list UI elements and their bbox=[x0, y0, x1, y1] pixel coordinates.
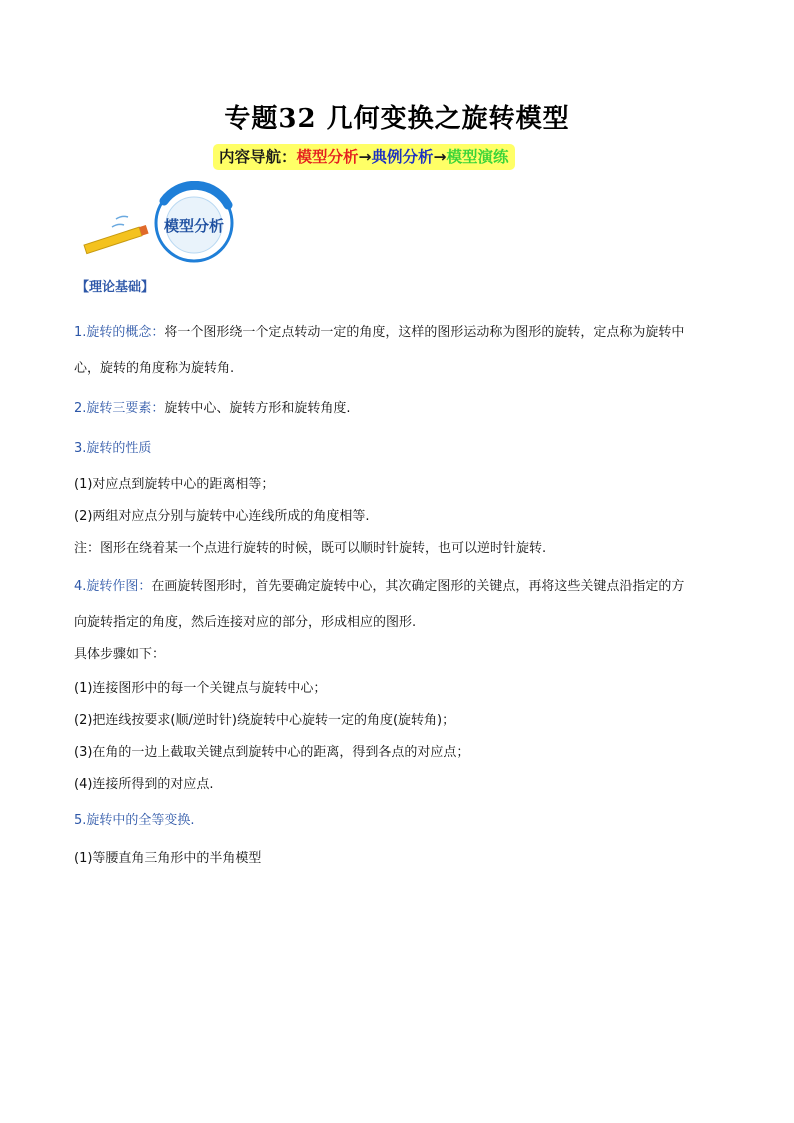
steps-title: 具体步骤如下： bbox=[74, 647, 166, 662]
model-item: (1)等腰直角三角形中的半角模型 bbox=[74, 851, 262, 866]
paragraph-key: 4.旋转作图： bbox=[74, 579, 152, 594]
paragraph-key: 2.旋转三要素： bbox=[74, 401, 165, 416]
paragraph-three-elements: 2.旋转三要素：旋转中心、旋转方形和旋转角度. bbox=[74, 401, 351, 416]
content-navigation bbox=[213, 144, 515, 170]
section-title: 【理论基础】 bbox=[76, 280, 155, 295]
nav-item-model-analysis: 模型分析 bbox=[296, 148, 359, 166]
step-item: (2)把连线按要求(顺/逆时针)绕旋转中心旋转一定的角度(旋转角)； bbox=[74, 713, 456, 728]
paragraph-rotation-drawing: 4.旋转作图：在画旋转图形时，首先要确定旋转中心，其次确定图形的关键点，再将这些关键点沿指定的方 bbox=[74, 579, 685, 594]
paragraph-key: 1.旋转的概念： bbox=[74, 325, 165, 340]
magnifier-badge-icon bbox=[82, 181, 242, 265]
property-item: (1)对应点到旋转中心的距离相等； bbox=[74, 477, 275, 492]
nav-item-example-analysis: 典例分析 bbox=[371, 148, 434, 166]
note-text: 注：图形在绕着某一个点进行旋转的时候，既可以顺时针旋转，也可以逆时针旋转. bbox=[74, 541, 547, 556]
nav-label: 内容导航： bbox=[219, 148, 297, 166]
property-item: (2)两组对应点分别与旋转中心连线所成的角度相等. bbox=[74, 509, 370, 524]
paragraph-rotation-concept-cont: 心，旋转的角度称为旋转角. bbox=[74, 361, 235, 376]
nav-item-model-practice: 模型演练 bbox=[446, 148, 509, 166]
step-item: (3)在角的一边上截取关键点到旋转中心的距离，得到各点的对应点； bbox=[74, 745, 470, 760]
arrow-icon: → bbox=[358, 148, 372, 166]
arrow-icon: → bbox=[433, 148, 447, 166]
step-item: (1)连接图形中的每一个关键点与旋转中心； bbox=[74, 681, 327, 696]
paragraph-rotation-drawing-cont: 向旋转指定的角度，然后连接对应的部分，形成相应的图形. bbox=[74, 615, 417, 630]
badge-text: 模型分析 bbox=[163, 217, 225, 235]
paragraph-rotation-concept: 1.旋转的概念：将一个图形绕一个定点转动一定的角度，这样的图形运动称为图形的旋转，定点称为旋转中 bbox=[74, 325, 685, 340]
heading-rotation-properties: 3.旋转的性质 bbox=[74, 441, 152, 456]
step-item: (4)连接所得到的对应点. bbox=[74, 777, 214, 792]
page-title: 专题32 几何变换之旋转模型 bbox=[224, 104, 570, 134]
heading-congruent-transform: 5.旋转中的全等变换. bbox=[74, 813, 195, 828]
